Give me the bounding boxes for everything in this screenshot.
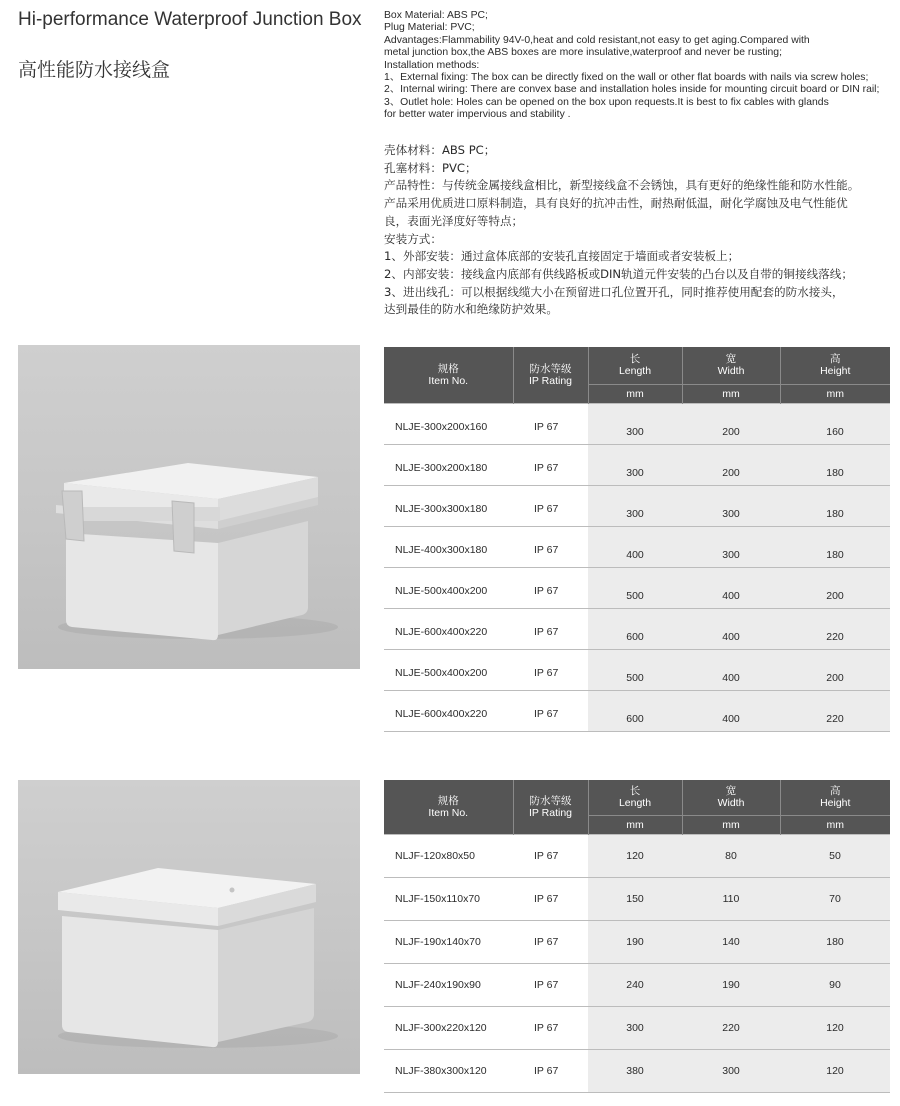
- cell-ip: IP 67: [513, 444, 588, 485]
- header-unit: mm: [780, 815, 890, 834]
- cell-width: 300: [682, 526, 780, 567]
- header-height-zh: 高: [830, 785, 841, 798]
- description-line: 3、进出线孔：可以根据线缆大小在预留进口孔位置开孔，同时推荐使用配套的防水接头，: [384, 284, 844, 299]
- cell-ip: IP 67: [513, 608, 588, 649]
- description-line: 产品特性：与传统金属接线盒相比，新型接线盒不会锈蚀，具有更好的绝缘性能和防水性能。: [384, 178, 860, 193]
- cell-height: 70: [780, 877, 890, 920]
- table-row: [384, 444, 890, 485]
- cell-height: 90: [780, 963, 890, 1006]
- title-en: Hi-performance Waterproof Junction Box: [18, 9, 362, 30]
- cell-length: 600: [588, 690, 682, 731]
- table-row: [384, 608, 890, 649]
- cell-width: 110: [682, 877, 780, 920]
- header-item-zh: 规格: [437, 362, 459, 375]
- header-width: [682, 780, 780, 815]
- header-item-en: Item No.: [428, 806, 469, 819]
- cell-ip: IP 67: [513, 690, 588, 731]
- cell-ip: IP 67: [513, 834, 588, 877]
- description-line: 孔塞材料：PVC；: [384, 160, 477, 175]
- cell-height: 50: [780, 834, 890, 877]
- table-row: [384, 526, 890, 567]
- cell-width: 80: [682, 834, 780, 877]
- cell-length: 380: [588, 1049, 682, 1092]
- product-photo-screw-box: [18, 780, 360, 1074]
- cell-height: 200: [780, 649, 890, 690]
- cell-ip: IP 67: [513, 963, 588, 1006]
- cell-length: 300: [588, 485, 682, 526]
- cell-width: 300: [682, 485, 780, 526]
- spec-table-nljf: [384, 780, 890, 1093]
- cell-item: NLJF-190x140x70: [384, 920, 513, 963]
- header-ip: [513, 780, 588, 834]
- cell-length: 240: [588, 963, 682, 1006]
- description-line: 安装方式：: [384, 231, 442, 246]
- description-line: Installation methods:: [384, 59, 480, 71]
- cell-width: 200: [682, 444, 780, 485]
- table-row: [384, 920, 890, 963]
- cell-item: NLJE-300x200x160: [384, 403, 513, 444]
- header-length-zh: 长: [629, 353, 641, 366]
- table-row: [384, 649, 890, 690]
- cell-ip: IP 67: [513, 1049, 588, 1092]
- cell-length: 300: [588, 403, 682, 444]
- header-length: [588, 780, 682, 815]
- description-line: Box Material: ABS PC;: [384, 10, 488, 21]
- table-row: [384, 834, 890, 877]
- header-ip-zh: 防水等级: [529, 362, 572, 375]
- header-length-en: Length: [618, 797, 652, 810]
- cell-item: NLJF-240x190x90: [384, 963, 513, 1006]
- cell-width: 400: [682, 649, 780, 690]
- header-item: [384, 347, 513, 403]
- cell-height: 120: [780, 1049, 890, 1092]
- cell-length: 120: [588, 834, 682, 877]
- cell-ip: IP 67: [513, 526, 588, 567]
- header-length-zh: 长: [629, 785, 641, 798]
- header-width-zh: 宽: [725, 785, 737, 798]
- header-height: [780, 347, 890, 384]
- header-unit: mm: [588, 384, 682, 403]
- spec-table-nlje: [384, 347, 890, 732]
- header-ip-en: IP Rating: [529, 806, 572, 819]
- cell-height: 180: [780, 444, 890, 485]
- cell-length: 300: [588, 444, 682, 485]
- description-line: Plug Material: PVC;: [384, 22, 475, 34]
- description-line: 2、内部安装：接线盒内底部有供线路板或DIN轨道元件安装的凸台以及自带的铜接线落线；: [384, 266, 853, 281]
- cell-item: NLJF-300x220x120: [384, 1006, 513, 1049]
- cell-item: NLJE-600x400x220: [384, 690, 513, 731]
- cell-length: 150: [588, 877, 682, 920]
- cell-height: 180: [780, 526, 890, 567]
- table-row: [384, 403, 890, 444]
- cell-ip: IP 67: [513, 649, 588, 690]
- header-height-zh: 高: [830, 353, 841, 366]
- description-en: [384, 10, 896, 122]
- header-width-zh: 宽: [725, 353, 737, 366]
- cell-ip: IP 67: [513, 403, 588, 444]
- description-line: 1、外部安装：通过盒体底部的安装孔直接固定于墙面或者安装板上；: [384, 249, 740, 264]
- description-line: 达到最佳的防水和绝缘防护效果。: [384, 302, 558, 317]
- cell-height: 200: [780, 567, 890, 608]
- cell-width: 400: [682, 608, 780, 649]
- cell-height: 120: [780, 1006, 890, 1049]
- cell-width: 190: [682, 963, 780, 1006]
- cell-item: NLJE-500x400x200: [384, 567, 513, 608]
- cell-ip: IP 67: [513, 485, 588, 526]
- header-length-en: Length: [618, 365, 652, 378]
- cell-ip: IP 67: [513, 567, 588, 608]
- cell-item: NLJE-500x400x200: [384, 649, 513, 690]
- header-unit: mm: [588, 815, 682, 834]
- cell-height: 180: [780, 485, 890, 526]
- description-line: 1、External fixing: The box can be directly fixed on the wall or other flat boards with nails via screw holes;: [384, 72, 869, 84]
- header-unit: mm: [780, 384, 890, 403]
- product-photo-hinged-box: [18, 345, 360, 669]
- cell-item: NLJF-120x80x50: [384, 834, 513, 877]
- cell-length: 400: [588, 526, 682, 567]
- cell-length: 500: [588, 567, 682, 608]
- header-ip-en: IP Rating: [529, 374, 572, 387]
- table-row: [384, 877, 890, 920]
- table-row: [384, 1006, 890, 1049]
- cell-width: 400: [682, 690, 780, 731]
- cell-height: 220: [780, 690, 890, 731]
- cell-length: 500: [588, 649, 682, 690]
- description-line: 2、Internal wiring: There are convex base and installation holes inside for mounting circuit board or DIN rail;: [384, 84, 880, 96]
- cell-item: NLJF-380x300x120: [384, 1049, 513, 1092]
- header-width-en: Width: [717, 797, 745, 810]
- cell-item: NLJE-300x200x180: [384, 444, 513, 485]
- cell-height: 180: [780, 920, 890, 963]
- header-unit: mm: [682, 815, 780, 834]
- cell-item: NLJE-400x300x180: [384, 526, 513, 567]
- header-width: [682, 347, 780, 384]
- header-height-en: Height: [820, 365, 851, 378]
- header-unit: mm: [682, 384, 780, 403]
- header-item: [384, 780, 513, 834]
- cell-height: 220: [780, 608, 890, 649]
- cell-width: 140: [682, 920, 780, 963]
- description-line: 产品采用优质进口原料制造，具有良好的抗冲击性，耐热耐低温，耐化学腐蚀及电气性能优: [384, 196, 848, 211]
- cell-length: 600: [588, 608, 682, 649]
- cell-width: 400: [682, 567, 780, 608]
- description-line: for better water impervious and stability .: [384, 109, 571, 121]
- cell-height: 160: [780, 403, 890, 444]
- table-row: [384, 567, 890, 608]
- description-line: 3、Outlet hole: Holes can be opened on the box upon requests.It is best to fix cables with glands: [384, 96, 829, 108]
- table-row: [384, 485, 890, 526]
- description-line: metal junction box,the ABS boxes are more insulative,waterproof and never be rusting;: [384, 47, 782, 59]
- cell-width: 220: [682, 1006, 780, 1049]
- description-line: Advantages:Flammability 94V-0,heat and cold resistant,not easy to get aging.Compared with: [384, 34, 810, 46]
- header-ip-zh: 防水等级: [529, 794, 572, 807]
- cell-item: NLJF-150x110x70: [384, 877, 513, 920]
- table-row: [384, 1049, 890, 1092]
- header-item-en: Item No.: [428, 374, 469, 387]
- cell-length: 190: [588, 920, 682, 963]
- cell-width: 300: [682, 1049, 780, 1092]
- cell-length: 300: [588, 1006, 682, 1049]
- header-item-zh: 规格: [437, 794, 459, 807]
- description-line: 壳体材料：ABS PC；: [384, 143, 496, 157]
- header-length: [588, 347, 682, 384]
- table-row: [384, 963, 890, 1006]
- description-zh: [384, 142, 896, 319]
- cell-item: NLJE-300x300x180: [384, 485, 513, 526]
- header-height: [780, 780, 890, 815]
- cell-ip: IP 67: [513, 1006, 588, 1049]
- header-height-en: Height: [820, 797, 851, 810]
- cell-ip: IP 67: [513, 877, 588, 920]
- cell-item: NLJE-600x400x220: [384, 608, 513, 649]
- description-line: 良，表面光泽度好等特点；: [384, 213, 524, 228]
- cell-ip: IP 67: [513, 920, 588, 963]
- title-zh: 高性能防水接线盒: [18, 59, 171, 81]
- header-width-en: Width: [717, 365, 745, 378]
- cell-width: 200: [682, 403, 780, 444]
- table-row: [384, 690, 890, 731]
- header-ip: [513, 347, 588, 403]
